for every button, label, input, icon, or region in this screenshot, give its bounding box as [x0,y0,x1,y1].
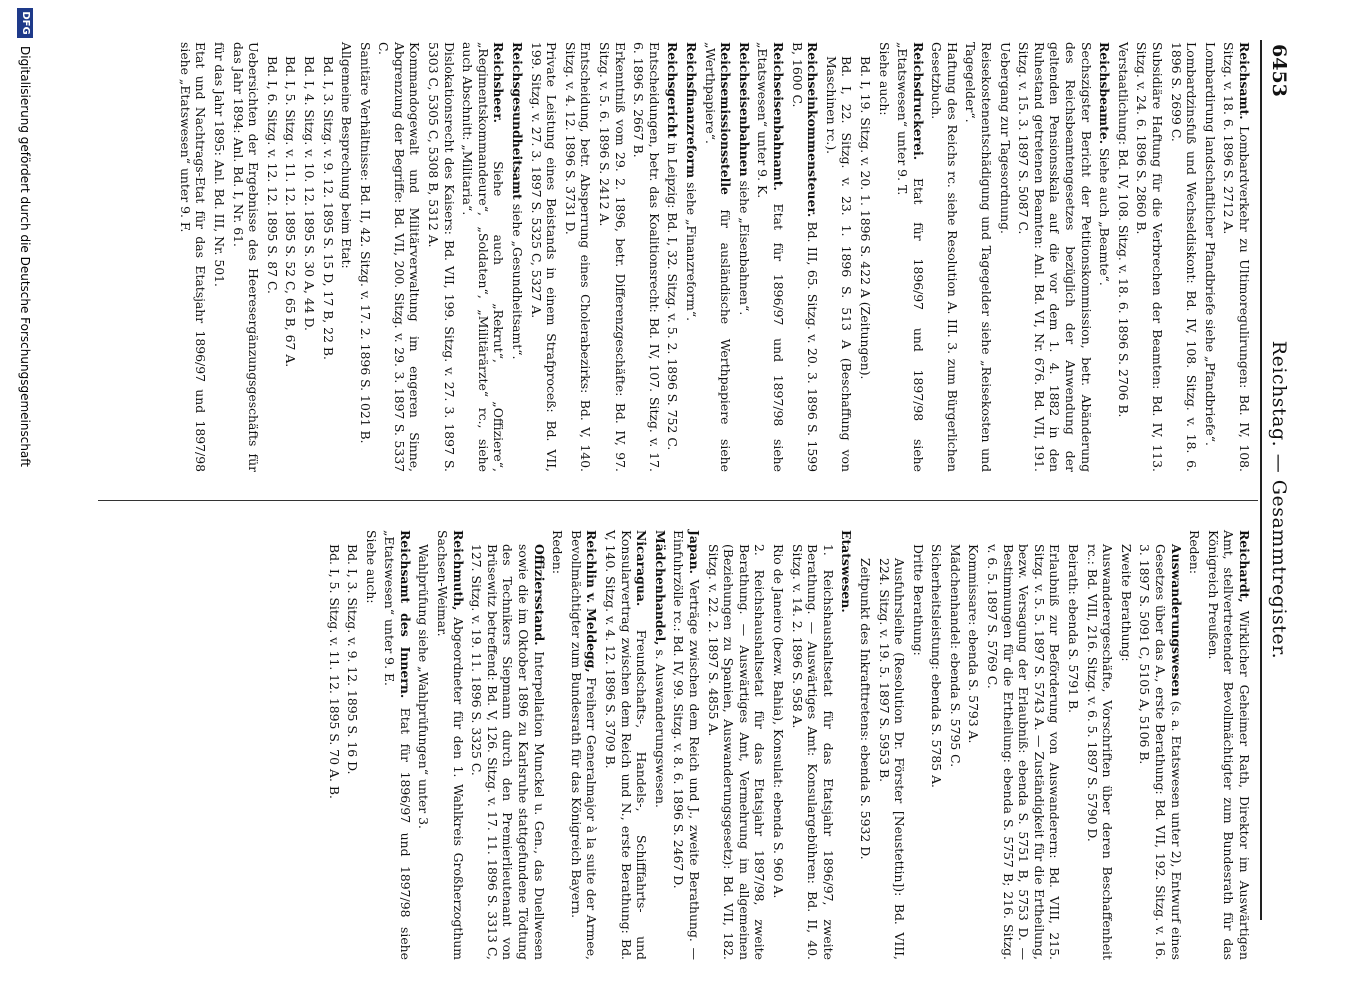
dfg-logo: DFG [17,8,33,38]
entry-text: Freundschafts-, Handels-, Schifffahrts- und Konsularvertrag zwischen dem Reich und N., erste Berathung: Bd. V, 140. Sitzg. v. 4. 12. 1896 S. 3709 B. [603,530,650,960]
entry-keyword: Offiziersstand. [531,544,547,646]
index-entry [997,42,1013,472]
index-entry [876,530,907,960]
entry-text: Private Leistung eines Beistands in einem Strafproceß: Bd. VII, 199. Sitzg. v. 27. 3. 1897 S. 5325 C, 5327 A. [528,42,560,472]
index-entry [320,42,336,472]
index-entry [966,530,982,960]
entry-keyword: Reichsheer. [491,42,507,123]
entry-text: Siehe auch: [876,42,892,116]
entry-text: Haftung des Reichs rc. siehe Resolution A. III. 3. zum Bürgerlichen Gesetzbuch. [929,42,960,472]
index-entry [339,42,355,472]
entry-text: Subsidiäre Haftung für die Verbrechen der Beamten: Bd. IV, 113. Sitzg. v. 24. 6. 1896 S. 2860 B. [1134,42,1166,472]
index-entry [876,42,892,472]
entry-text: Ausfuhrsleihe (Resolution Dr. Förster [Neustettin]): Bd. VIII, 224. Sitzg. v. 19. 5. 1897 S. 5953 B. [876,558,908,960]
entry-keyword: Reichsamt. [1237,42,1252,120]
header-rule [1260,40,1262,920]
entry-keyword: Etatswesen. [839,530,855,613]
index-entry [1118,530,1134,960]
entry-keyword: Japan. [687,530,702,574]
index-entry [857,530,873,960]
index-entry [755,42,786,472]
page-footer [10,0,40,1000]
index-entry [1187,530,1203,960]
index-entry [895,42,926,472]
index-entry [1016,42,1094,472]
entry-text: 2. Reichshaushaltsetat für das Etatsjahr 1897/98, zweite Berathung. — Auswärtiges Amt, Vermehrung im allgemeinen (Beziehungen zu Spanien, Auswanderungsgesetz): Bd. VII, 182. Sitzg. v. 22. 2. 1897 S. 4855 A. [705,544,768,960]
entry-text: Entscheidungen, betr. das Koalitionsrecht: Bd. IV, 107. Sitzg. v. 17. 6. 1896 S. 2667 B. [631,42,662,472]
index-entry [823,42,854,472]
index-entry [1065,530,1081,960]
index-entry [426,42,457,472]
entry-text: Rio de Janeiro (bezw. Bahia), Konsulat: ebenda S. 960 A. [770,544,786,899]
entry-text: Bd. I, 3. Sitzg. v. 9. 12. 1895 S. 15 D, 17 B, 22 B. [320,56,336,360]
entry-text: Bd. I, 3. Sitzg. v. 9. 12. 1895 S. 16 D. [345,544,361,775]
index-entry [376,42,423,472]
entry-text: Bd. I, 6. Sitzg. v. 12. 12. 1895 S. 87 C. [264,56,280,294]
entry-text: Interpellation Munckel u. Gen., das Duellwesen sowie die im Oktober 1896 zu Karlsruhe stattgefundene Tödtung des Technikers Siepmann durch den Premierlieutenant von Brüsewitz betreffend: Bd. V, 126. Sitzg. v. 17. 11. 1896 S. 3313 C, 127. Sitzg. v. 19. 11. 1896 S. 3325 C. [469,544,547,960]
entry-text: Beirath: ebenda S. 5791 B. [1066,544,1082,714]
entry-text: Siehe auch: [363,530,379,604]
entry-text: Abgeordneter für den 1. Wahlkreis Großherzogthum Sachsen-Weimar. [435,530,466,960]
entry-text: Siehe auch „Beamte“. [1097,147,1113,286]
footer-credit: Digitalisierung gefördert durch die Deutsche Forschungsgemeinschaft [18,46,32,468]
entry-text: 1. Reichshaushaltsetat für das Etatsjahr 1896/97, zweite Berathung. — Auswärtiges Amt: Konsulargebühren: Bd. II, 40. Sitzg. v. 14. 2. 1896 S. 958 A. [789,544,836,960]
entry-text: Lombardirung landschaftlicher Pfandbriefe siehe „Pfandbriefe“. [1202,42,1218,446]
entry-text: Wahlprüfung siehe „Wahlprüfungen“ unter 3. [416,544,432,829]
index-entry [177,42,208,472]
index-entry [1202,42,1218,472]
entry-text: Sanitäre Verhältnisse: Bd. II, 42. Sitzg. v. 17. 2. 1896 S. 1021 B. [357,42,373,444]
index-entry [839,530,855,960]
entry-text: Dislokationsrecht des Kaisers: Bd. VII, 199. Sitzg. v. 27. 3. 1897 S. 5303 C, 5305 C, 5308 B, 5312 A. [426,42,457,472]
entry-text: (s. a. Etatswesen unter 2), Entwurf eines Gesetzes über das A., erste Berathung: Bd. VII, 192. Sitzg. v. 16. 3. 1897 S. 5091 C, 5105 A, 5106 B. [1137,544,1184,960]
entry-text: Uebergang zur Tagesordnung. [997,42,1013,234]
index-entry [736,42,752,472]
index-entry [562,42,593,472]
entry-text: Zeitpunkt des Inkrafttretens: ebenda S. 5932 D. [857,558,873,860]
entry-text: Siehe auch „Rekrut“, „Offiziere“, „Regimentskommandeure“, „Soldaten“, „Militärärzte“ rc., siehe auch Abschnitt: „Militaria“. [460,42,507,472]
column-divider [98,500,1258,501]
entry-text: siehe „Eisenbahnen“. [736,180,752,316]
entry-keyword: Reichlin v. Meldegg, [584,530,600,673]
index-entry [1134,42,1165,472]
index-entry [1097,42,1113,472]
entry-text: s. Auswanderungswesen. [652,649,668,808]
entry-text: Bd. I, 5. Sitzg. v. 11. 12. 1895 S. 70 A. B. [326,544,342,799]
index-entry [1137,530,1184,960]
index-entry [435,530,466,960]
entry-text: Zweite Berathung: [1118,544,1134,662]
index-entry [963,42,994,472]
entry-text: Entscheidung, betr. Absperrung eines Cholerabezirks: Bd. V, 140. Sitzg. v. 4. 12. 1896 S. 3731 D. [562,42,594,472]
index-entry [705,530,767,960]
index-entry [357,42,373,472]
entry-text: siehe „Gesundheitsamt“. [510,203,526,360]
index-entry [770,530,786,960]
entry-text: Sechszigster Bericht der Petitionskommission, betr. Abänderung des Reichsbeamtengesetzes bezüglich der Anwendung der geltenden Pensionsskala auf die vor dem 1. 4. 1882 in den Ruhestand getretenen Beamten: Anl. Bd. VI, Nr. 676. Bd. VII, 191. Sitzg. v. 15. 3. 1897 S. 5087 C. [1016,42,1094,472]
index-entry [1221,42,1252,472]
entry-keyword: Reichsgesundheitsamt [510,42,526,200]
entry-text: Etat und Nachtrags-Etat für das Etatsjahr 1896/97 und 1897/98 siehe „Etatswesen“ unter 9. F. [177,42,209,472]
entry-text: Erlaubniß zur Beförderung von Auswanderern: Bd. VIII, 215. Sitzg. v. 5. 5. 1897 S. 5743 A. — Zuständigkeit für die Ertheilung, bezw. Versagung der Erlaubniß: ebenda S. 5751 B, 5753 D. — Bestimmungen für die Ertheilung: ebenda S. 5757 B; 216. Sitzg. v. 6. 5. 1897 S. 5769 C. [985,544,1063,960]
entry-text: Auswanderergeschäfte, Vorschriften über deren Beschaffenheit rc.: Bd. VIII, 216. Sitzg. v. 6. 5. 1897 S. 5790 D. [1084,544,1116,960]
index-entry [230,42,261,472]
left-column [174,42,1252,472]
entry-keyword: Nicaragua. [634,530,650,607]
index-entry [416,530,432,960]
index-entry [363,530,379,960]
index-entry [857,42,873,472]
index-entry [509,42,525,472]
index-entry [211,42,227,472]
entry-text: Dritte Berathung: [910,544,926,656]
entry-text: Etat für 1896/97 und 1897/98 siehe „Etatswesen“ unter 9. E. [382,530,413,960]
entry-text: Uebersichten der Ergebnisse des Heeresergänzungsgeschäfts für das Jahr 1894: Anl. Bd. I, Nr. 61. [230,42,262,472]
entry-text: Freiherr Generalmajor à la suite der Armee, Bevollmächtigter zum Bundesrath für das Königreich Bayern. [568,530,600,960]
index-entry [528,42,559,472]
entry-text: Bd. I, 4. Sitzg. v. 10. 12. 1895 S. 30 A, 44 D. [301,56,317,331]
entry-text: Mädchenhandel: ebenda S. 5795 C. [947,544,963,768]
index-entry [382,530,413,960]
entry-text: Reisekostenentschädigung und Tagegelder siehe „Reisekosten und Tagegelder“. [963,42,995,472]
right-column [323,530,1252,960]
entry-text: Erkenntniß vom 29. 2. 1896, betr. Differenzgeschäfte: Bd. IV, 97. Sitzg. v. 5. 6. 1896 S. 2412 A. [597,42,628,472]
entry-keyword: Reichsdruckerei. [910,42,926,161]
index-entry [283,42,299,472]
index-entry [671,530,702,960]
entry-keyword: Mädchenhandel, [652,530,668,646]
entry-text: Bd. I, 22. Sitzg. v. 23. 1. 1896 S. 513 A (Beschaffung von Maschinen rc.). [823,56,855,472]
index-entry [301,42,317,472]
index-entry [460,42,507,472]
index-entry [910,530,926,960]
index-entry [929,42,960,472]
entry-text: Reden: [1187,530,1203,575]
entry-text: siehe „Finanzreform“. [684,182,699,322]
index-entry [345,530,361,960]
index-entry [602,530,649,960]
entry-keyword: Auswanderungswesen [1168,544,1184,697]
entry-text: Etat für 1896/97 und 1897/98 siehe „Etatswesen“ unter 9. K. [755,42,786,472]
index-entry [1084,530,1115,960]
entry-text: Verträge zwischen dem Reich und J., zweite Berathung. — Einfuhrzölle rc.: Bd. IV, 99. Sitzg. v. 8. 6. 1896 S. 2467 D. [671,530,702,960]
entry-text: Allgemeine Besprechung beim Etat: [339,42,355,269]
entry-text: Kommissare: ebenda S. 5793 A. [966,544,982,744]
index-entry [631,42,662,472]
index-entry [596,42,627,472]
index-entry [469,530,547,960]
page-header [1256,0,1352,1000]
entry-text: Bd. I, 19. Sitzg. v. 20. 1. 1896 S. 422 A (Zeitungen). [857,56,873,380]
index-entry [1205,530,1252,960]
entry-text: Lombardverkehr zu Ultimoregulirungen: Bd. IV, 108. Sitzg. v. 18. 6. 1896 S. 2712 A. [1221,42,1252,472]
entry-text: Bd. III, 65. Sitzg. v. 20. 3. 1896 S. 1599 B, 1600 C. [789,42,821,472]
index-entry [264,42,280,472]
index-entry [985,530,1063,960]
entry-keyword: Reichsbeamte. [1097,42,1113,145]
entry-text: für das Jahr 1895: Anl. Bd. III, Nr. 501. [211,42,227,287]
entry-text: Etat für 1896/97 und 1897/98 siehe „Etatswesen“ unter 9. T. [895,42,926,472]
entry-keyword: Reichseisenbahnamt. [770,42,786,191]
index-entry [1168,42,1199,472]
entry-text: Reden: [550,530,566,575]
entry-text: Lombardzinsfuß und Wechseldiskont: Bd. IV, 108. Sitzg. v. 18. 6. 1896 S. 2699 C. [1168,42,1200,472]
entry-text: für ausländische Werthpapiere siehe „Werthpapiere“. [702,42,734,472]
entry-text: Verstaatlichung: Bd. IV, 108. Sitzg. v. 18. 6. 1896 S. 2706 B. [1115,42,1131,418]
index-entry [947,530,963,960]
index-entry [550,530,566,960]
index-entry [702,42,733,472]
page-number: 6453 [1268,44,1290,97]
index-entry [789,42,820,472]
index-entry [326,530,342,960]
entry-keyword: Reichmuth, [450,530,466,611]
entry-keyword: Reichsgericht [665,42,681,139]
running-title: Reichstag. — Gesammtregister. [1268,340,1290,660]
entry-keyword: Reichsemissionsstelle [718,42,734,195]
entry-keyword: Reichseisenbahnen [736,42,752,177]
index-entry [789,530,836,960]
entry-text: Kommandogewalt und Militärverwaltung im engeren Sinne, Abgrenzung der Begriffe: Bd. VII, 200. Sitzg. v. 29. 3. 1897 S. 5337 C. [376,42,423,472]
index-entry [665,42,681,472]
index-entry [683,42,699,472]
index-entry [1115,42,1131,472]
index-entry [652,530,668,960]
entry-keyword: Reichsfinanzreform [684,42,699,179]
entry-text: Wirklicher Geheimer Rath, Direktor im Auswärtigen Amt, stellvertretender Bevollmächtigter zum Bundesrath für das Königreich Preußen. [1205,530,1252,960]
entry-text: in Leipzig: Bd. I, 32. Sitzg. v. 5. 2. 1896 S. 752 C. [665,142,681,451]
entry-text: Bd. I, 5. Sitzg. v. 11. 12. 1895 S. 52 C, 65 B, 67 A. [283,56,299,368]
entry-text: Sicherheitsleistung: ebenda S. 5785 A. [929,544,945,788]
index-entry [568,530,599,960]
entry-keyword: Reichsamt des Innern. [397,530,413,699]
entry-keyword: Reichardt, [1237,530,1252,603]
index-entry [929,530,945,960]
entry-keyword: Reichseinkommensteuer. [805,42,821,218]
